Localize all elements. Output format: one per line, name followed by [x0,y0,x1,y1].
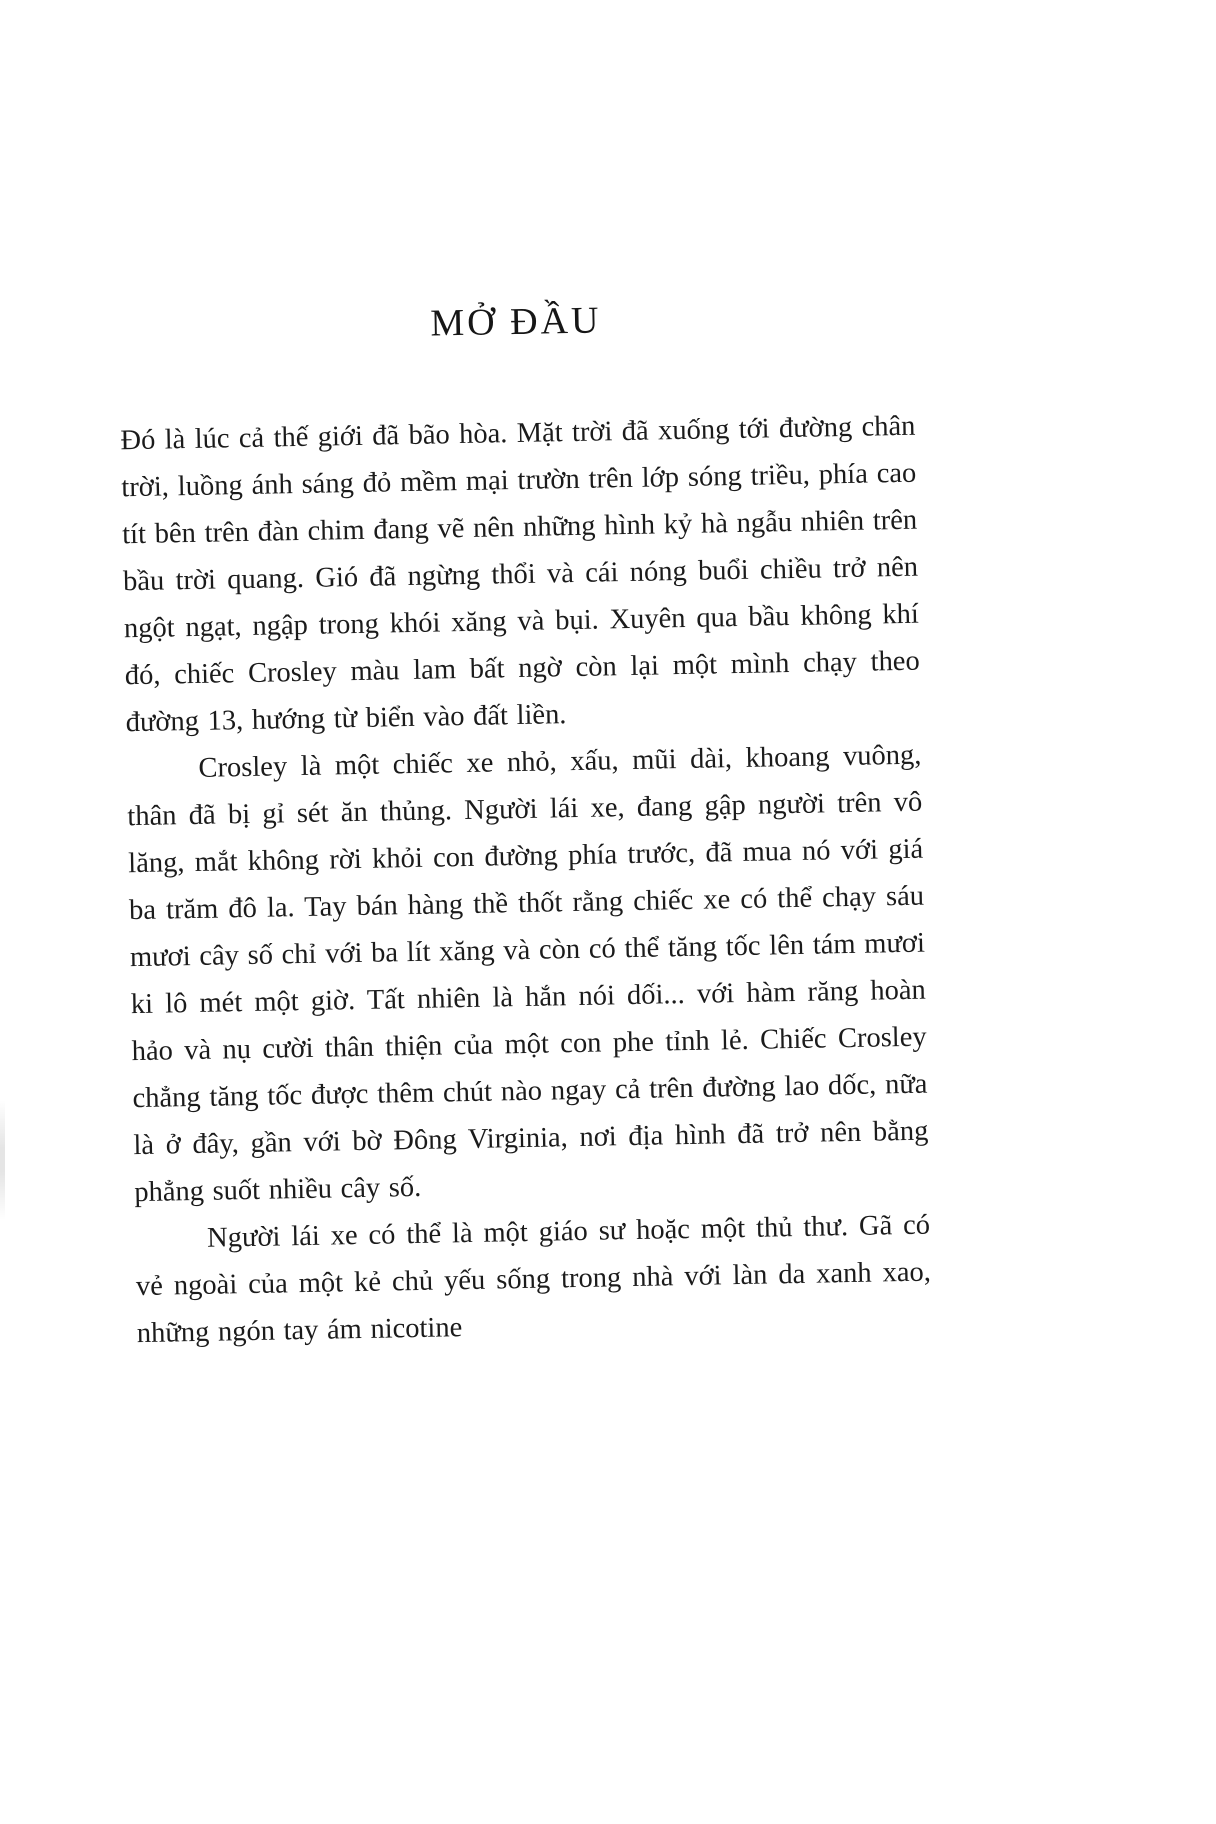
paragraph-2: Crosley là một chiếc xe nhỏ, xấu, mũi dài, khoang vuông, thân đã bị gỉ sét ăn thủng. Người lái xe, đang gập người trên vô lăng, mắt không rời khỏi con đường phía trước, đã mua nó với giá ba trăm đô la. Tay bán hàng thề thốt rằng chiếc xe có thể chạy sáu mươi cây số chỉ với ba lít xăng và còn có thể tăng tốc lên tám mươi ki lô mét một giờ. Tất nhiên là hắn nói dối... với hàm răng hoàn hảo và nụ cười thân thiện của một con phe tỉnh lẻ. Chiếc Crosley chẳng tăng tốc được thêm chút nào ngay cả trên đường lao dốc, nữa là ở đây, gần với bờ Đông Virginia, nơi địa hình đã trở nên bằng phẳng suốt nhiều cây số. [127,739,929,1209]
paragraph-3: Người lái xe có thể là một giáo sư hoặc một thủ thư. Gã có vẻ ngoài của một kẻ chủ yếu sống trong nhà với làn da xanh xao, những ngón tay ám nicotine [135,1209,932,1350]
chapter-title: MỞ ĐẦU [430,299,602,345]
paragraph-1: Đó là lúc cả thế giới đã bão hòa. Mặt trời đã xuống tới đường chân trời, luồng ánh sáng đỏ mềm mại trườn trên lớp sóng triều, phía cao tít bên trên đàn chim đang vẽ nên những hình kỷ hà ngẫu nhiên trên bầu trời quang. Gió đã ngừng thổi và cái nóng buổi chiều trở nên ngột ngạt, ngập trong khói xăng và bụi. Xuyên qua bầu không khí đó, chiếc Crosley màu lam bất ngờ còn lại một mình chạy theo đường 13, hướng từ biển vào đất liền. [120,410,920,739]
page-content [118,293,932,1357]
scan-artifact [0,1100,5,1220]
